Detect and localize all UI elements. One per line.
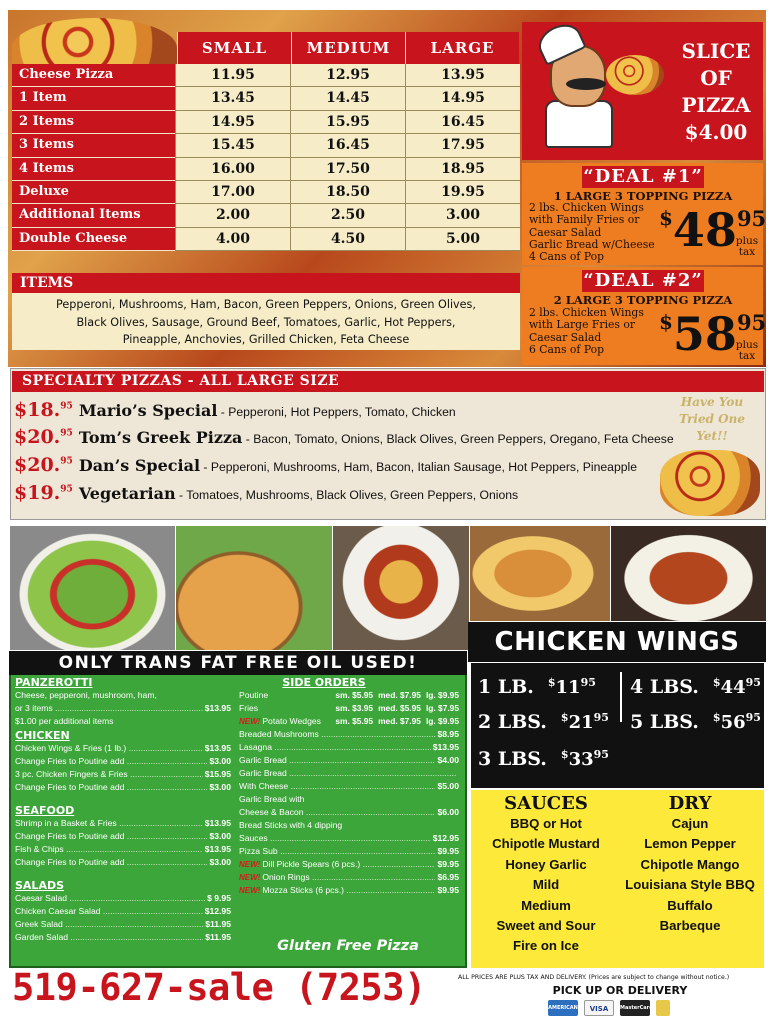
menu-item-price: $3.00 (209, 831, 231, 841)
wing-quantity: 3 LBS. (478, 748, 547, 770)
menu-line (15, 781, 231, 794)
panzerotti-list (15, 689, 231, 728)
price-medium: 18.50 (290, 181, 405, 204)
price-row-label: Double Cheese (12, 228, 175, 251)
specialty-item (14, 454, 684, 481)
wing-price-cents: 95 (593, 711, 609, 724)
menu-item-name: Garlic Bread ..... (239, 767, 457, 780)
specialty-description: - Pepperoni, Hot Peppers, Tomato, Chicken (217, 405, 456, 419)
menu-line (15, 830, 231, 843)
left-menu-column (15, 676, 231, 944)
sauce-item: BBQ or Hot (510, 816, 582, 831)
sauce-item: Chipotle Mustard (492, 836, 600, 852)
price-large: 18.95 (405, 158, 520, 181)
slice-line: OF (700, 66, 732, 90)
price-medium: 4.50 (290, 228, 405, 251)
price-large: 17.95 (405, 134, 520, 157)
specialty-price-cents: 95 (60, 484, 73, 495)
wing-price-item (630, 676, 761, 698)
menu-item-name: Caesar Salad ..... (15, 892, 205, 905)
menu-item-price: $13.95 (204, 743, 231, 753)
menu-item-name: Greek Salad ..... (15, 918, 203, 931)
deal-line: 6 Cans of Pop (529, 342, 605, 356)
panzerotti-title: PANZEROTTI (15, 676, 93, 689)
specialty-item (14, 399, 684, 426)
menu-line (239, 819, 459, 832)
sized-side-line (239, 715, 459, 728)
price-row (12, 111, 520, 134)
phone-number: 519-627-sale (7253) (12, 966, 426, 1009)
price-small: 2.00 (175, 204, 290, 227)
deal-line: 2 lbs. Chicken Wings (529, 306, 644, 319)
menu-item-name: 3 pc. Chicken Fingers & Fries ..... (15, 768, 203, 781)
dry-rub-item: Louisiana Style BBQ (625, 877, 755, 893)
price-small: 15.45 (175, 134, 290, 157)
menu-item-name: Onion Rings ..... (262, 871, 435, 884)
tax-line: tax (738, 350, 756, 362)
wing-price-main: 44 (720, 677, 746, 698)
wing-quantity: 4 LBS. (630, 676, 699, 698)
specialty-price-main: $20. (14, 454, 61, 476)
wing-dollar: $ (560, 748, 569, 761)
wing-quantity: 5 LBS. (630, 711, 699, 733)
menu-item-price: $12.95 (204, 906, 231, 916)
price-row-label: 3 Items (12, 134, 175, 157)
wing-dollar: $ (547, 676, 556, 689)
menu-item-price (457, 819, 459, 832)
side-size-price: sm. $3.95 (335, 703, 374, 713)
menu-line (15, 843, 231, 856)
sized-side-line (239, 689, 459, 702)
side-orders-title: SIDE ORDERS (282, 676, 366, 689)
menu-item-price: $13.95 (204, 818, 231, 828)
menu-line (239, 767, 459, 780)
menu-item-price: $6.00 (437, 807, 459, 817)
menu-item-price: $13.95 (432, 742, 459, 752)
salads-list (15, 892, 231, 944)
price-row (12, 87, 520, 110)
menu-line (239, 780, 459, 793)
pickup-delivery: PICK UP OR DELIVERY (552, 984, 688, 997)
specialty-price (14, 454, 73, 476)
price-medium: 12.95 (290, 64, 405, 87)
specialty-item (14, 482, 684, 509)
side-name: Potato Wedges (262, 716, 321, 726)
menu-item-name: Mozza Sticks (6 pcs.) ..... (262, 884, 435, 897)
slice-price: $4.00 (684, 120, 748, 144)
specialty-price-main: $20. (14, 426, 61, 448)
side-orders-list (239, 728, 459, 897)
menu-item-name: $1.00 per additional items (15, 716, 114, 726)
dry-column (616, 793, 764, 936)
menu-line (239, 741, 459, 754)
salad-photo (10, 526, 175, 650)
menu-item-price: $11.95 (205, 932, 231, 942)
side-size-price: sm. $5.95 (335, 716, 374, 726)
specialty-name: Dan’s Special (78, 456, 201, 475)
chicken-title: CHICKEN (15, 729, 70, 742)
chef-pizza-icon (606, 55, 664, 95)
dry-rub-item: Barbeque (659, 918, 721, 934)
side-size-price: med. $7.95 (378, 690, 421, 700)
header-small: SMALL (177, 32, 291, 64)
tried-line: Tried One (679, 412, 745, 426)
side-size-price: lg. $9.95 (425, 690, 459, 700)
price-large: 14.95 (405, 87, 520, 110)
menu-item-price: $6.95 (437, 872, 459, 882)
trans-fat-banner: ONLY TRANS FAT FREE OIL USED! (9, 651, 467, 675)
side-name: Fries (239, 703, 259, 713)
specialty-price (14, 426, 73, 448)
sauces-list (472, 814, 620, 957)
price-row (12, 181, 520, 204)
menu-item-name: Cheese, pepperoni, mushroom, ham, (15, 690, 157, 700)
menu-item-name: Lasagna ..... (239, 741, 431, 754)
specialty-price-cents: 95 (60, 428, 73, 439)
side-size-price: med. $7.95 (378, 716, 421, 726)
chicken-list (15, 742, 231, 794)
deal-2-tax (732, 340, 762, 362)
price-small: 14.95 (175, 111, 290, 134)
chicken-fingers-photo (470, 526, 610, 621)
items-list (12, 293, 520, 350)
menu-line (239, 871, 459, 884)
menu-item-name: Change Fries to Poutine add ..... (15, 856, 207, 869)
wing-price-item (478, 676, 596, 698)
menu-line (15, 892, 231, 905)
deal-1-lines (529, 202, 669, 263)
specialty-price-main: $19. (14, 482, 61, 504)
right-menu-column (239, 676, 459, 897)
specialty-price (14, 482, 73, 504)
new-badge: NEW! (239, 886, 261, 895)
tax-line: tax (738, 246, 756, 258)
menu-item-price: $13.95 (204, 844, 231, 854)
deal-line: Caesar Salad (529, 225, 602, 239)
deal-1-tax (732, 236, 762, 258)
wing-quantity: 2 LBS. (478, 711, 547, 733)
sauce-item: Medium (521, 897, 571, 913)
wing-price-main: 11 (555, 677, 581, 698)
specialty-name: Tom’s Greek Pizza (78, 428, 243, 447)
price-large: 3.00 (405, 204, 520, 227)
specialty-description: - Bacon, Tomato, Onions, Black Olives, Green Peppers, Oregano, Feta Cheese (242, 432, 674, 446)
sauce-item: Mild (532, 877, 560, 893)
panzerotti-photo (176, 526, 332, 650)
price-small: 13.45 (175, 87, 290, 110)
wing-price-main: 33 (568, 749, 594, 770)
lasagna-photo (333, 526, 469, 650)
price-small: 16.00 (175, 158, 290, 181)
menu-item-name: With Cheese ..... (239, 780, 435, 793)
specialty-item (14, 426, 684, 453)
items-line: Pineapple, Anchovies, Grilled Chicken, Feta Cheese (122, 333, 410, 346)
menu-item-price: $11.95 (205, 919, 231, 929)
menu-line (15, 755, 231, 768)
price-medium: 14.45 (290, 87, 405, 110)
wing-price-item (478, 711, 609, 733)
menu-line (15, 689, 231, 702)
menu-item-name: Chicken Caesar Salad ..... (15, 905, 203, 918)
items-line: Pepperoni, Mushrooms, Ham, Bacon, Green Peppers, Onions, Green Olives, (56, 298, 476, 311)
wings-divider (620, 672, 622, 722)
price-table-header (177, 32, 520, 64)
price-row-label: 4 Items (12, 158, 175, 181)
pizza-price-table (12, 32, 520, 251)
menu-line (239, 845, 459, 858)
side-size-price: sm. $5.95 (335, 690, 374, 700)
menu-item-name: Change Fries to Poutine add ..... (15, 781, 207, 794)
price-disclaimer: ALL PRICES ARE PLUS TAX AND DELIVERY. (Prices are subject to change without notice.) (458, 974, 730, 981)
menu-item-name: Garlic Bread ..... (239, 754, 435, 767)
dry-title: DRY (668, 793, 712, 814)
menu-line (15, 768, 231, 781)
wing-dollar: $ (560, 711, 569, 724)
wing-dollar: $ (712, 676, 721, 689)
menu-line (15, 702, 231, 715)
wing-price-main: 56 (720, 712, 746, 733)
price-large: 5.00 (405, 228, 520, 251)
menu-item-price: $12.95 (432, 833, 459, 843)
header-large: LARGE (405, 32, 519, 64)
price-cents: 95 (736, 206, 767, 231)
menu-item-price: $3.00 (209, 857, 231, 867)
price-row (12, 158, 520, 181)
menu-item-name: Bread Sticks with 4 dipping (239, 820, 343, 830)
price-row-label: 2 Items (12, 111, 175, 134)
dry-rub-item: Cajun (671, 816, 709, 831)
menu-item-name: Change Fries to Poutine add ..... (15, 830, 207, 843)
specialty-description: - Pepperoni, Mushrooms, Ham, Bacon, Italian Sausage, Hot Peppers, Pineapple (200, 460, 637, 474)
price-dollar: $ (659, 310, 673, 334)
menu-line (239, 728, 459, 741)
tried-one-callout (660, 394, 764, 445)
mastercard-icon: MasterCard (620, 1000, 650, 1016)
menu-item-price: $13.95 (204, 703, 231, 713)
gluten-free-note: Gluten Free Pizza (277, 938, 419, 954)
menu-item-price: $4.00 (437, 755, 459, 765)
price-main: 58 (672, 307, 737, 361)
menu-item-price (457, 793, 459, 806)
menu-item-price: $8.95 (437, 729, 459, 739)
wing-dollar: $ (712, 711, 721, 724)
menu-item-price: $ 9.95 (207, 893, 231, 903)
price-medium: 15.95 (290, 111, 405, 134)
tried-line: Yet!! (696, 429, 728, 443)
new-badge: NEW! (239, 860, 261, 869)
deal-line: with Large Fries or (529, 318, 636, 332)
menu-line (239, 832, 459, 845)
menu-item-price: $3.00 (209, 782, 231, 792)
seafood-title: SEAFOOD (15, 804, 75, 817)
side-size-price: med. $5.95 (378, 703, 421, 713)
menu-item-price: $5.00 (437, 781, 459, 791)
deal-line: Caesar Salad (529, 330, 602, 344)
price-main: 48 (672, 203, 737, 257)
price-row (12, 64, 520, 87)
slice-line: SLICE (681, 39, 751, 63)
menu-item-name: Shrimp in a Basket & Fries ..... (15, 817, 203, 830)
menu-line (239, 806, 459, 819)
items-title: ITEMS (12, 273, 520, 293)
specialty-price-main: $18. (14, 399, 61, 421)
menu-item-name: Garlic Bread with (239, 794, 305, 804)
specialty-price-cents: 95 (60, 401, 73, 412)
specialty-description: - Tomatoes, Mushrooms, Black Olives, Green Peppers, Onions (175, 488, 519, 502)
menu-item-name: Sauces ..... (239, 832, 431, 845)
wing-price-main: 21 (568, 712, 594, 733)
price-row-label: Cheese Pizza (12, 64, 175, 87)
price-large: 16.45 (405, 111, 520, 134)
price-table-body (12, 64, 520, 251)
sized-side-line (239, 702, 459, 715)
menu-line (239, 884, 459, 897)
debit-card-icon (656, 1000, 670, 1016)
price-row (12, 228, 520, 251)
menu-item-name: Chicken Wings & Fries (1 lb.) ..... (15, 742, 203, 755)
menu-item-name: Pizza Sub ..... (239, 845, 435, 858)
header-medium: MEDIUM (291, 32, 405, 64)
menu-item-name: Breaded Mushrooms ..... (239, 728, 435, 741)
wing-price-cents: 95 (745, 676, 761, 689)
tax-line: plus (735, 235, 759, 247)
wing-price-cents: 95 (593, 748, 609, 761)
sauce-item: Honey Garlic (505, 856, 587, 872)
menu-line (239, 858, 459, 871)
price-row (12, 134, 520, 157)
menu-line (15, 715, 231, 728)
side-name: Poutine (239, 690, 269, 700)
price-small: 4.00 (175, 228, 290, 251)
menu-item-price: $9.95 (437, 885, 459, 895)
wing-price-item (630, 711, 761, 733)
menu-item-price (229, 715, 231, 728)
price-dollar: $ (659, 206, 673, 230)
deal-2-subtitle: 2 LARGE 3 TOPPING PIZZA (553, 293, 733, 307)
deal-line: 2 lbs. Chicken Wings (529, 201, 644, 214)
menu-line (15, 931, 231, 944)
menu-item-price: $9.95 (437, 846, 459, 856)
new-badge: NEW! (239, 717, 261, 726)
dry-rub-item: Buffalo (667, 897, 713, 913)
menu-item-name: Fish & Chips ..... (15, 843, 203, 856)
menu-item-price (229, 689, 231, 702)
visa-icon: VISA (584, 1000, 614, 1016)
menu-line (15, 856, 231, 869)
price-small: 17.00 (175, 181, 290, 204)
menu-item-price: $9.95 (437, 859, 459, 869)
specialty-pizza-image (660, 450, 760, 516)
tried-line: Have You (680, 395, 744, 409)
deal-line: with Family Fries or (529, 213, 640, 227)
dry-rub-item: Chipotle Mango (640, 856, 740, 872)
chef-mustache (566, 78, 606, 90)
sauces-title: SAUCES (504, 793, 588, 814)
menu-item-price (457, 767, 459, 780)
amex-icon: AMERICAN EXPRESS (548, 1000, 578, 1016)
dry-list (616, 814, 764, 936)
sauces-column (472, 793, 620, 957)
menu-item-price: $3.00 (209, 756, 231, 766)
side-size-price: lg. $9.95 (425, 716, 459, 726)
deal-line: 4 Cans of Pop (529, 250, 605, 264)
price-small: 11.95 (175, 64, 290, 87)
sauce-item: Sweet and Sour (496, 918, 596, 934)
wing-price-cents: 95 (580, 676, 596, 689)
deal-1-title: “DEAL #1” (583, 166, 703, 187)
price-medium: 16.45 (290, 134, 405, 157)
chicken-wings-title: CHICKEN WINGS (468, 622, 766, 662)
price-medium: 2.50 (290, 204, 405, 227)
price-large: 13.95 (405, 64, 520, 87)
tax-line: plus (735, 339, 759, 351)
specialty-name: Vegetarian (78, 484, 176, 503)
sized-sides-list (239, 689, 459, 728)
specialty-name: Mario’s Special (78, 401, 218, 420)
price-row-label: Deluxe (12, 181, 175, 204)
specialty-price-cents: 95 (60, 456, 73, 467)
deal-2-lines (529, 307, 669, 356)
price-large: 19.95 (405, 181, 520, 204)
deal-2-title: “DEAL #2” (583, 270, 703, 291)
wings-photo (611, 526, 766, 621)
menu-item-price: $15.95 (204, 769, 231, 779)
menu-line (15, 817, 231, 830)
deal-line: Garlic Bread w/Cheese (529, 237, 655, 251)
sauce-item: Fire on Ice (513, 938, 579, 954)
menu-line (15, 742, 231, 755)
price-row-label: 1 Item (12, 87, 175, 110)
price-row-label: Additional Items (12, 204, 175, 227)
price-medium: 17.50 (290, 158, 405, 181)
menu-item-name: Change Fries to Poutine add ..... (15, 755, 207, 768)
wing-price-cents: 95 (745, 711, 761, 724)
specialty-price (14, 399, 73, 421)
menu-item-name: or 3 items ..... (15, 702, 203, 715)
menu-item-name: Garden Salad ..... (15, 931, 203, 944)
menu-item-name: Cheese & Bacon ..... (239, 806, 435, 819)
chef-illustration (545, 100, 613, 148)
menu-line (15, 905, 231, 918)
slice-line: PIZZA (681, 93, 751, 117)
side-size-price: lg. $7.95 (425, 703, 459, 713)
price-row (12, 204, 520, 227)
menu-item-name: Dill Pickle Spears (6 pcs.) ..... (262, 858, 435, 871)
seafood-list (15, 817, 231, 869)
slice-offer (662, 38, 770, 146)
specialty-title: SPECIALTY PIZZAS - ALL LARGE SIZE (12, 371, 764, 392)
price-cents: 95 (736, 310, 767, 335)
new-badge: NEW! (239, 873, 261, 882)
deal-1-subtitle: 1 LARGE 3 TOPPING PIZZA (553, 189, 733, 203)
menu-line (15, 918, 231, 931)
wing-price-item (478, 748, 609, 770)
menu-line (239, 793, 459, 806)
salads-title: SALADS (15, 879, 65, 892)
items-line: Black Olives, Sausage, Ground Beef, Tomatoes, Garlic, Hot Peppers, (76, 315, 456, 329)
wing-quantity: 1 LB. (478, 676, 534, 698)
menu-line (239, 754, 459, 767)
dry-rub-item: Lemon Pepper (644, 836, 736, 852)
